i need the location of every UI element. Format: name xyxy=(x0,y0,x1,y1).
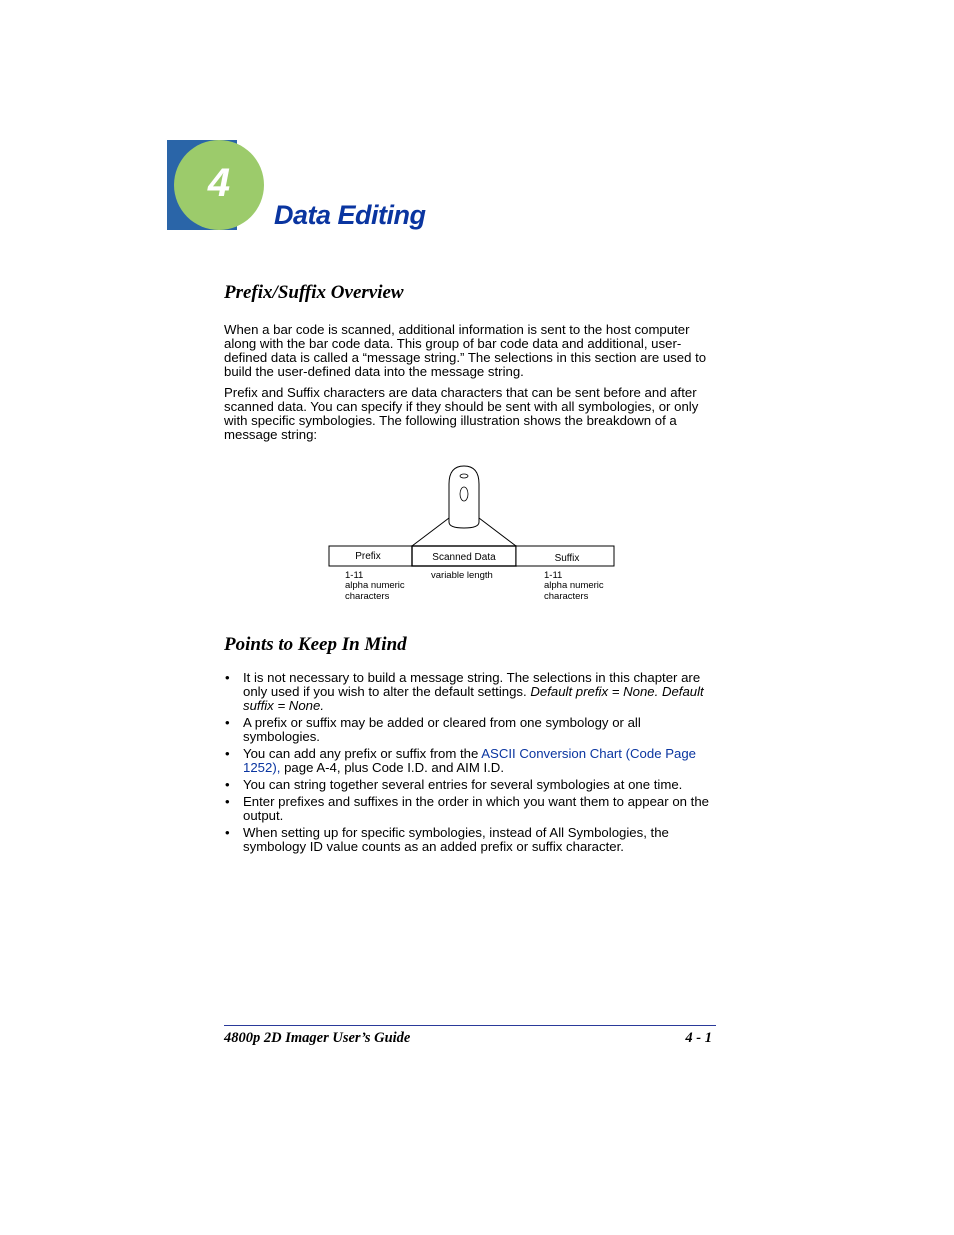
list-item xyxy=(224,747,719,775)
chapter-badge xyxy=(167,140,264,230)
section-heading-points: Points to Keep In Mind xyxy=(224,634,407,655)
scanner-icon xyxy=(449,466,479,528)
bullet-text: It is not necessary to build a message string. The selections in this chapter are only used if you wish to alter the default settings. xyxy=(243,670,701,699)
bullet-icon: • xyxy=(225,715,230,730)
bullet-icon: • xyxy=(225,777,230,792)
suffix-note-line: characters xyxy=(544,591,589,602)
scanned-data-label: Scanned Data xyxy=(432,552,496,563)
section-heading-prefix-suffix: Prefix/Suffix Overview xyxy=(224,282,404,303)
paragraph-prefix-suffix: Prefix and Suffix characters are data characters that can be sent before and after scanned data. You can specify if they should be sent with all symbologies, or only with specific symbologies. The following illustration shows the breakdown of a message string: xyxy=(224,385,699,442)
footer-divider xyxy=(224,1025,716,1026)
footer-page-number: 4 - 1 xyxy=(685,1030,712,1046)
bullet-icon: • xyxy=(225,794,230,809)
bullet-text: A prefix or suffix may be added or cleared from one symbology or all symbologies. xyxy=(243,715,641,744)
footer-guide-title: 4800p 2D Imager User’s Guide xyxy=(224,1030,411,1046)
bullet-icon: • xyxy=(225,670,230,685)
bullet-text: Enter prefixes and suffixes in the order in which you want them to appear on the output. xyxy=(243,794,709,823)
suffix-note-line: 1-11 xyxy=(544,570,563,581)
data-note: variable length xyxy=(431,570,493,581)
bullet-icon: • xyxy=(225,746,230,761)
list-item xyxy=(224,826,719,854)
message-string-diagram xyxy=(328,462,618,607)
bullet-icon: • xyxy=(225,825,230,840)
prefix-note-line: 1-11 xyxy=(345,570,364,581)
list-item xyxy=(224,778,719,792)
ascii-chart-link[interactable]: ASCII Conversion Chart (Code Page 1252), xyxy=(243,746,697,775)
points-list xyxy=(224,671,719,857)
list-item xyxy=(224,716,719,744)
bullet-text: You can add any prefix or suffix from the xyxy=(243,746,482,761)
prefix-note-line: alpha numeric xyxy=(345,580,405,591)
paragraph-message-string: When a bar code is scanned, additional information is sent to the host computer along with the bar code data. This group of bar code data and additional, user-defined data is called a “message string.” The selections in this section are used to build the user-defined data into the message string. xyxy=(224,322,707,379)
chapter-number: 4 xyxy=(207,161,231,205)
bullet-text: When setting up for specific symbologies, instead of All Symbologies, the symbology ID value counts as an added prefix or suffix character. xyxy=(243,825,669,854)
suffix-label: Suffix xyxy=(554,553,580,564)
list-item xyxy=(224,795,719,823)
prefix-note-line: characters xyxy=(345,591,390,602)
chapter-title: Data Editing xyxy=(274,200,426,230)
suffix-note-line: alpha numeric xyxy=(544,580,604,591)
prefix-label: Prefix xyxy=(355,551,381,562)
bullet-text: You can string together several entries for several symbologies at one time. xyxy=(243,777,683,792)
bullet-default-values: Default prefix = None. Default suffix = None. xyxy=(243,684,704,713)
list-item xyxy=(224,671,719,713)
bullet-text: page A-4, plus Code I.D. and AIM I.D. xyxy=(280,760,504,775)
